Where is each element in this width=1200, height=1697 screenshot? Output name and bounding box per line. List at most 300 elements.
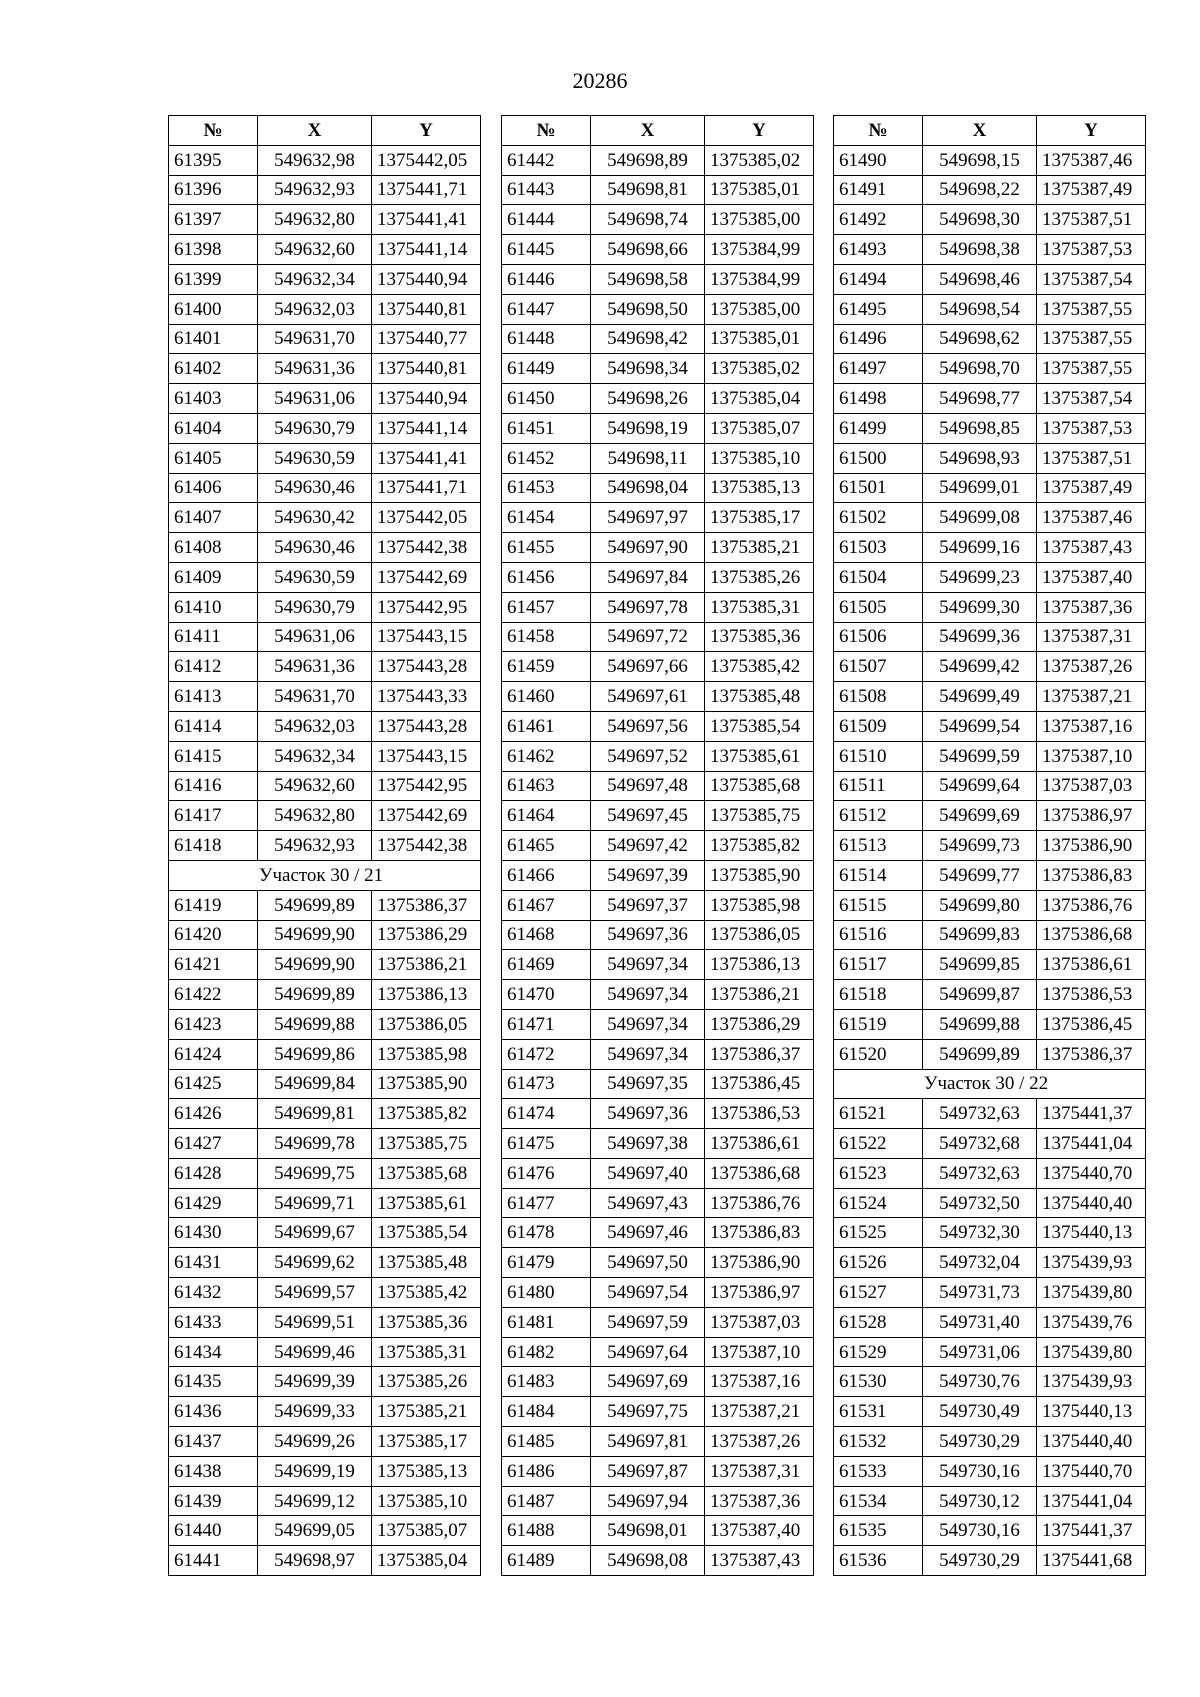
x-coordinate-cell: 549632,60: [258, 235, 372, 265]
x-coordinate-cell: 549698,89: [591, 145, 705, 175]
x-coordinate-cell: 549699,90: [258, 920, 372, 950]
y-coordinate-cell: 1375387,31: [1037, 622, 1146, 652]
y-coordinate-cell: 1375387,54: [1037, 384, 1146, 414]
x-coordinate-cell: 549699,90: [258, 950, 372, 980]
y-coordinate-cell: 1375387,55: [1037, 294, 1146, 324]
point-number-cell: 61480: [502, 1278, 591, 1308]
table-row: [502, 264, 814, 294]
table-row: [834, 443, 1146, 473]
y-coordinate-cell: 1375386,37: [1037, 1039, 1146, 1069]
x-coordinate-cell: 549698,97: [258, 1546, 372, 1576]
point-number-cell: 61409: [169, 562, 258, 592]
point-number-cell: 61419: [169, 890, 258, 920]
section-title: Участок 30 / 22: [834, 1069, 1146, 1099]
table-row: [834, 1337, 1146, 1367]
x-coordinate-cell: 549698,62: [923, 324, 1037, 354]
y-coordinate-cell: 1375385,54: [705, 711, 814, 741]
table-row: [834, 1158, 1146, 1188]
x-coordinate-cell: 549698,77: [923, 384, 1037, 414]
table-row: [169, 264, 481, 294]
point-number-cell: 61528: [834, 1307, 923, 1337]
table-row: [169, 711, 481, 741]
x-coordinate-cell: 549631,36: [258, 652, 372, 682]
table-row: [502, 1307, 814, 1337]
point-number-cell: 61399: [169, 264, 258, 294]
point-number-cell: 61429: [169, 1188, 258, 1218]
table-row: [834, 1546, 1146, 1576]
point-number-cell: 61472: [502, 1039, 591, 1069]
table-row: [834, 1516, 1146, 1546]
point-number-cell: 61533: [834, 1456, 923, 1486]
x-coordinate-cell: 549699,23: [923, 562, 1037, 592]
point-number-cell: 61461: [502, 711, 591, 741]
table-row: [502, 860, 814, 890]
table-row: [169, 592, 481, 622]
point-number-cell: 61421: [169, 950, 258, 980]
x-coordinate-cell: 549699,08: [923, 503, 1037, 533]
point-number-cell: 61438: [169, 1456, 258, 1486]
point-number-cell: 61484: [502, 1397, 591, 1427]
y-coordinate-cell: 1375386,21: [372, 950, 481, 980]
x-coordinate-cell: 549699,46: [258, 1337, 372, 1367]
point-number-cell: 61517: [834, 950, 923, 980]
table-row: [169, 562, 481, 592]
table-row: [502, 1248, 814, 1278]
column-header-x: X: [591, 116, 705, 146]
x-coordinate-cell: 549697,35: [591, 1069, 705, 1099]
point-number-cell: 61493: [834, 235, 923, 265]
table-row: [169, 413, 481, 443]
table-row: [502, 1337, 814, 1367]
x-coordinate-cell: 549699,54: [923, 711, 1037, 741]
column-header-number: №: [502, 116, 591, 146]
column-header-y: Y: [1037, 116, 1146, 146]
point-number-cell: 61497: [834, 354, 923, 384]
table-row: [834, 801, 1146, 831]
y-coordinate-cell: 1375387,43: [705, 1546, 814, 1576]
y-coordinate-cell: 1375387,46: [1037, 503, 1146, 533]
table-row: [502, 384, 814, 414]
table-row: [834, 711, 1146, 741]
point-number-cell: 61464: [502, 801, 591, 831]
x-coordinate-cell: 549730,29: [923, 1427, 1037, 1457]
table-row: [169, 831, 481, 861]
x-coordinate-cell: 549698,66: [591, 235, 705, 265]
y-coordinate-cell: 1375386,37: [372, 890, 481, 920]
point-number-cell: 61449: [502, 354, 591, 384]
table-row: [169, 741, 481, 771]
y-coordinate-cell: 1375439,80: [1037, 1278, 1146, 1308]
x-coordinate-cell: 549631,06: [258, 622, 372, 652]
x-coordinate-cell: 549698,22: [923, 175, 1037, 205]
table-row: [169, 1337, 481, 1367]
x-coordinate-cell: 549698,81: [591, 175, 705, 205]
x-coordinate-cell: 549697,40: [591, 1158, 705, 1188]
x-coordinate-cell: 549732,50: [923, 1188, 1037, 1218]
point-number-cell: 61505: [834, 592, 923, 622]
point-number-cell: 61396: [169, 175, 258, 205]
x-coordinate-cell: 549697,45: [591, 801, 705, 831]
y-coordinate-cell: 1375385,98: [705, 890, 814, 920]
table-row: [502, 741, 814, 771]
y-coordinate-cell: 1375387,10: [1037, 741, 1146, 771]
point-number-cell: 61485: [502, 1427, 591, 1457]
table-row: [834, 980, 1146, 1010]
y-coordinate-cell: 1375386,53: [1037, 980, 1146, 1010]
x-coordinate-cell: 549632,03: [258, 294, 372, 324]
table-row: [502, 175, 814, 205]
point-number-cell: 61465: [502, 831, 591, 861]
table-row: [169, 1516, 481, 1546]
table-row: [502, 413, 814, 443]
table-row: [834, 1307, 1146, 1337]
x-coordinate-cell: 549698,42: [591, 324, 705, 354]
point-number-cell: 61445: [502, 235, 591, 265]
table-row: [169, 1307, 481, 1337]
table-row: [834, 920, 1146, 950]
point-number-cell: 61436: [169, 1397, 258, 1427]
table-row: [169, 384, 481, 414]
point-number-cell: 61424: [169, 1039, 258, 1069]
table-row: [834, 384, 1146, 414]
point-number-cell: 61470: [502, 980, 591, 1010]
table-row: [169, 1278, 481, 1308]
y-coordinate-cell: 1375442,38: [372, 533, 481, 563]
x-coordinate-cell: 549698,70: [923, 354, 1037, 384]
x-coordinate-cell: 549699,69: [923, 801, 1037, 831]
table-header-row: [502, 116, 814, 146]
x-coordinate-cell: 549699,62: [258, 1248, 372, 1278]
table-row: [169, 890, 481, 920]
table-row: [502, 950, 814, 980]
y-coordinate-cell: 1375443,33: [372, 682, 481, 712]
x-coordinate-cell: 549698,34: [591, 354, 705, 384]
x-coordinate-cell: 549699,88: [923, 1009, 1037, 1039]
table-row: [834, 533, 1146, 563]
point-number-cell: 61458: [502, 622, 591, 652]
point-number-cell: 61474: [502, 1099, 591, 1129]
y-coordinate-cell: 1375386,76: [1037, 890, 1146, 920]
y-coordinate-cell: 1375385,07: [372, 1516, 481, 1546]
x-coordinate-cell: 549699,16: [923, 533, 1037, 563]
x-coordinate-cell: 549697,48: [591, 771, 705, 801]
x-coordinate-cell: 549699,86: [258, 1039, 372, 1069]
x-coordinate-cell: 549699,89: [923, 1039, 1037, 1069]
y-coordinate-cell: 1375442,69: [372, 562, 481, 592]
table-header-row: [169, 116, 481, 146]
y-coordinate-cell: 1375384,99: [705, 264, 814, 294]
table-row: [502, 324, 814, 354]
y-coordinate-cell: 1375385,00: [705, 294, 814, 324]
point-number-cell: 61476: [502, 1158, 591, 1188]
x-coordinate-cell: 549699,26: [258, 1427, 372, 1457]
point-number-cell: 61492: [834, 205, 923, 235]
y-coordinate-cell: 1375385,01: [705, 175, 814, 205]
table-row: [834, 1099, 1146, 1129]
y-coordinate-cell: 1375387,49: [1037, 175, 1146, 205]
point-number-cell: 61491: [834, 175, 923, 205]
point-number-cell: 61460: [502, 682, 591, 712]
y-coordinate-cell: 1375385,82: [372, 1099, 481, 1129]
point-number-cell: 61418: [169, 831, 258, 861]
y-coordinate-cell: 1375441,04: [1037, 1129, 1146, 1159]
x-coordinate-cell: 549698,38: [923, 235, 1037, 265]
y-coordinate-cell: 1375442,95: [372, 771, 481, 801]
point-number-cell: 61444: [502, 205, 591, 235]
x-coordinate-cell: 549697,34: [591, 1039, 705, 1069]
y-coordinate-cell: 1375387,40: [705, 1516, 814, 1546]
table-row: [169, 801, 481, 831]
point-number-cell: 61532: [834, 1427, 923, 1457]
y-coordinate-cell: 1375385,10: [705, 443, 814, 473]
table-row: [834, 145, 1146, 175]
table-row: [834, 235, 1146, 265]
x-coordinate-cell: 549630,79: [258, 592, 372, 622]
y-coordinate-cell: 1375385,26: [372, 1367, 481, 1397]
table-row: [834, 1427, 1146, 1457]
x-coordinate-cell: 549697,75: [591, 1397, 705, 1427]
y-coordinate-cell: 1375385,48: [372, 1248, 481, 1278]
x-coordinate-cell: 549697,94: [591, 1486, 705, 1516]
table-row: [502, 443, 814, 473]
y-coordinate-cell: 1375386,68: [705, 1158, 814, 1188]
table-row: [502, 801, 814, 831]
x-coordinate-cell: 549732,63: [923, 1158, 1037, 1188]
y-coordinate-cell: 1375386,53: [705, 1099, 814, 1129]
x-coordinate-cell: 549730,12: [923, 1486, 1037, 1516]
x-coordinate-cell: 549730,16: [923, 1516, 1037, 1546]
x-coordinate-cell: 549697,36: [591, 1099, 705, 1129]
table-row: [502, 1546, 814, 1576]
x-coordinate-cell: 549697,81: [591, 1427, 705, 1457]
table-row: [502, 1486, 814, 1516]
point-number-cell: 61521: [834, 1099, 923, 1129]
x-coordinate-cell: 549699,71: [258, 1188, 372, 1218]
y-coordinate-cell: 1375387,53: [1037, 235, 1146, 265]
table-row: [502, 1278, 814, 1308]
point-number-cell: 61404: [169, 413, 258, 443]
y-coordinate-cell: 1375385,01: [705, 324, 814, 354]
table-row: [169, 145, 481, 175]
table-row: [834, 682, 1146, 712]
x-coordinate-cell: 549731,73: [923, 1278, 1037, 1308]
y-coordinate-cell: 1375442,38: [372, 831, 481, 861]
table-row: [834, 592, 1146, 622]
point-number-cell: 61530: [834, 1367, 923, 1397]
point-number-cell: 61527: [834, 1278, 923, 1308]
y-coordinate-cell: 1375387,51: [1037, 205, 1146, 235]
point-number-cell: 61406: [169, 473, 258, 503]
point-number-cell: 61435: [169, 1367, 258, 1397]
point-number-cell: 61400: [169, 294, 258, 324]
y-coordinate-cell: 1375387,55: [1037, 324, 1146, 354]
point-number-cell: 61439: [169, 1486, 258, 1516]
point-number-cell: 61489: [502, 1546, 591, 1576]
table-row: [502, 592, 814, 622]
y-coordinate-cell: 1375385,17: [705, 503, 814, 533]
point-number-cell: 61412: [169, 652, 258, 682]
table-row: [169, 1188, 481, 1218]
y-coordinate-cell: 1375385,02: [705, 145, 814, 175]
point-number-cell: 61442: [502, 145, 591, 175]
x-coordinate-cell: 549697,61: [591, 682, 705, 712]
table-row: [834, 1278, 1146, 1308]
table-row: [169, 771, 481, 801]
table-row: [169, 652, 481, 682]
table-row: [834, 890, 1146, 920]
point-number-cell: 61433: [169, 1307, 258, 1337]
point-number-cell: 61526: [834, 1248, 923, 1278]
y-coordinate-cell: 1375386,45: [1037, 1009, 1146, 1039]
table-row: [834, 264, 1146, 294]
x-coordinate-cell: 549697,46: [591, 1218, 705, 1248]
y-coordinate-cell: 1375387,36: [1037, 592, 1146, 622]
table-row: [169, 1218, 481, 1248]
x-coordinate-cell: 549697,78: [591, 592, 705, 622]
x-coordinate-cell: 549697,56: [591, 711, 705, 741]
x-coordinate-cell: 549699,80: [923, 890, 1037, 920]
x-coordinate-cell: 549699,36: [923, 622, 1037, 652]
table-row: [169, 1009, 481, 1039]
y-coordinate-cell: 1375440,13: [1037, 1218, 1146, 1248]
point-number-cell: 61486: [502, 1456, 591, 1486]
point-number-cell: 61434: [169, 1337, 258, 1367]
table-row: [169, 920, 481, 950]
point-number-cell: 61437: [169, 1427, 258, 1457]
table-row: [834, 1009, 1146, 1039]
y-coordinate-cell: 1375441,37: [1037, 1516, 1146, 1546]
point-number-cell: 61507: [834, 652, 923, 682]
table-row: [502, 831, 814, 861]
y-coordinate-cell: 1375385,68: [705, 771, 814, 801]
x-coordinate-cell: 549698,50: [591, 294, 705, 324]
table-row: [169, 1427, 481, 1457]
table-row: [169, 294, 481, 324]
point-number-cell: 61462: [502, 741, 591, 771]
x-coordinate-cell: 549697,64: [591, 1337, 705, 1367]
y-coordinate-cell: 1375385,75: [372, 1129, 481, 1159]
x-coordinate-cell: 549697,39: [591, 860, 705, 890]
y-coordinate-cell: 1375385,42: [705, 652, 814, 682]
y-coordinate-cell: 1375387,40: [1037, 562, 1146, 592]
table-row: [834, 1039, 1146, 1069]
x-coordinate-cell: 549632,93: [258, 831, 372, 861]
x-coordinate-cell: 549699,49: [923, 682, 1037, 712]
table-row: [169, 682, 481, 712]
x-coordinate-cell: 549697,72: [591, 622, 705, 652]
point-number-cell: 61454: [502, 503, 591, 533]
y-coordinate-cell: 1375385,75: [705, 801, 814, 831]
table-row: [834, 175, 1146, 205]
x-coordinate-cell: 549698,01: [591, 1516, 705, 1546]
x-coordinate-cell: 549698,74: [591, 205, 705, 235]
y-coordinate-cell: 1375441,41: [372, 443, 481, 473]
table-row: [502, 294, 814, 324]
y-coordinate-cell: 1375440,40: [1037, 1188, 1146, 1218]
y-coordinate-cell: 1375387,54: [1037, 264, 1146, 294]
x-coordinate-cell: 549697,43: [591, 1188, 705, 1218]
x-coordinate-cell: 549698,15: [923, 145, 1037, 175]
x-coordinate-cell: 549631,06: [258, 384, 372, 414]
x-coordinate-cell: 549730,29: [923, 1546, 1037, 1576]
y-coordinate-cell: 1375385,61: [372, 1188, 481, 1218]
y-coordinate-cell: 1375441,71: [372, 175, 481, 205]
table-row: [834, 1129, 1146, 1159]
point-number-cell: 61468: [502, 920, 591, 950]
x-coordinate-cell: 549699,57: [258, 1278, 372, 1308]
table-row: [502, 1039, 814, 1069]
y-coordinate-cell: 1375385,36: [705, 622, 814, 652]
y-coordinate-cell: 1375386,97: [705, 1278, 814, 1308]
table-row: [502, 1367, 814, 1397]
x-coordinate-cell: 549731,06: [923, 1337, 1037, 1367]
y-coordinate-cell: 1375385,02: [705, 354, 814, 384]
y-coordinate-cell: 1375443,15: [372, 741, 481, 771]
point-number-cell: 61503: [834, 533, 923, 563]
table-row: [834, 354, 1146, 384]
y-coordinate-cell: 1375386,21: [705, 980, 814, 1010]
y-coordinate-cell: 1375440,40: [1037, 1427, 1146, 1457]
point-number-cell: 61473: [502, 1069, 591, 1099]
y-coordinate-cell: 1375386,05: [705, 920, 814, 950]
x-coordinate-cell: 549697,90: [591, 533, 705, 563]
y-coordinate-cell: 1375387,03: [1037, 771, 1146, 801]
x-coordinate-cell: 549697,84: [591, 562, 705, 592]
x-coordinate-cell: 549631,36: [258, 354, 372, 384]
point-number-cell: 61432: [169, 1278, 258, 1308]
x-coordinate-cell: 549699,39: [258, 1367, 372, 1397]
y-coordinate-cell: 1375385,00: [705, 205, 814, 235]
coordinates-table-1: [168, 115, 481, 1576]
x-coordinate-cell: 549698,08: [591, 1546, 705, 1576]
y-coordinate-cell: 1375386,90: [705, 1248, 814, 1278]
x-coordinate-cell: 549699,64: [923, 771, 1037, 801]
table-row: [169, 235, 481, 265]
x-coordinate-cell: 549699,12: [258, 1486, 372, 1516]
point-number-cell: 61417: [169, 801, 258, 831]
y-coordinate-cell: 1375442,05: [372, 145, 481, 175]
table-row: [169, 473, 481, 503]
x-coordinate-cell: 549732,68: [923, 1129, 1037, 1159]
table-row: [834, 503, 1146, 533]
x-coordinate-cell: 549632,34: [258, 264, 372, 294]
y-coordinate-cell: 1375385,26: [705, 562, 814, 592]
x-coordinate-cell: 549699,77: [923, 860, 1037, 890]
x-coordinate-cell: 549698,85: [923, 413, 1037, 443]
y-coordinate-cell: 1375385,31: [705, 592, 814, 622]
point-number-cell: 61422: [169, 980, 258, 1010]
y-coordinate-cell: 1375441,41: [372, 205, 481, 235]
point-number-cell: 61494: [834, 264, 923, 294]
x-coordinate-cell: 549697,59: [591, 1307, 705, 1337]
table-row: [834, 1218, 1146, 1248]
point-number-cell: 61441: [169, 1546, 258, 1576]
y-coordinate-cell: 1375385,90: [705, 860, 814, 890]
table-row: [502, 1218, 814, 1248]
point-number-cell: 61427: [169, 1129, 258, 1159]
point-number-cell: 61525: [834, 1218, 923, 1248]
x-coordinate-cell: 549632,98: [258, 145, 372, 175]
point-number-cell: 61529: [834, 1337, 923, 1367]
table-row: [502, 1129, 814, 1159]
point-number-cell: 61536: [834, 1546, 923, 1576]
y-coordinate-cell: 1375387,53: [1037, 413, 1146, 443]
y-coordinate-cell: 1375443,28: [372, 711, 481, 741]
point-number-cell: 61511: [834, 771, 923, 801]
y-coordinate-cell: 1375387,03: [705, 1307, 814, 1337]
point-number-cell: 61512: [834, 801, 923, 831]
y-coordinate-cell: 1375387,26: [705, 1427, 814, 1457]
